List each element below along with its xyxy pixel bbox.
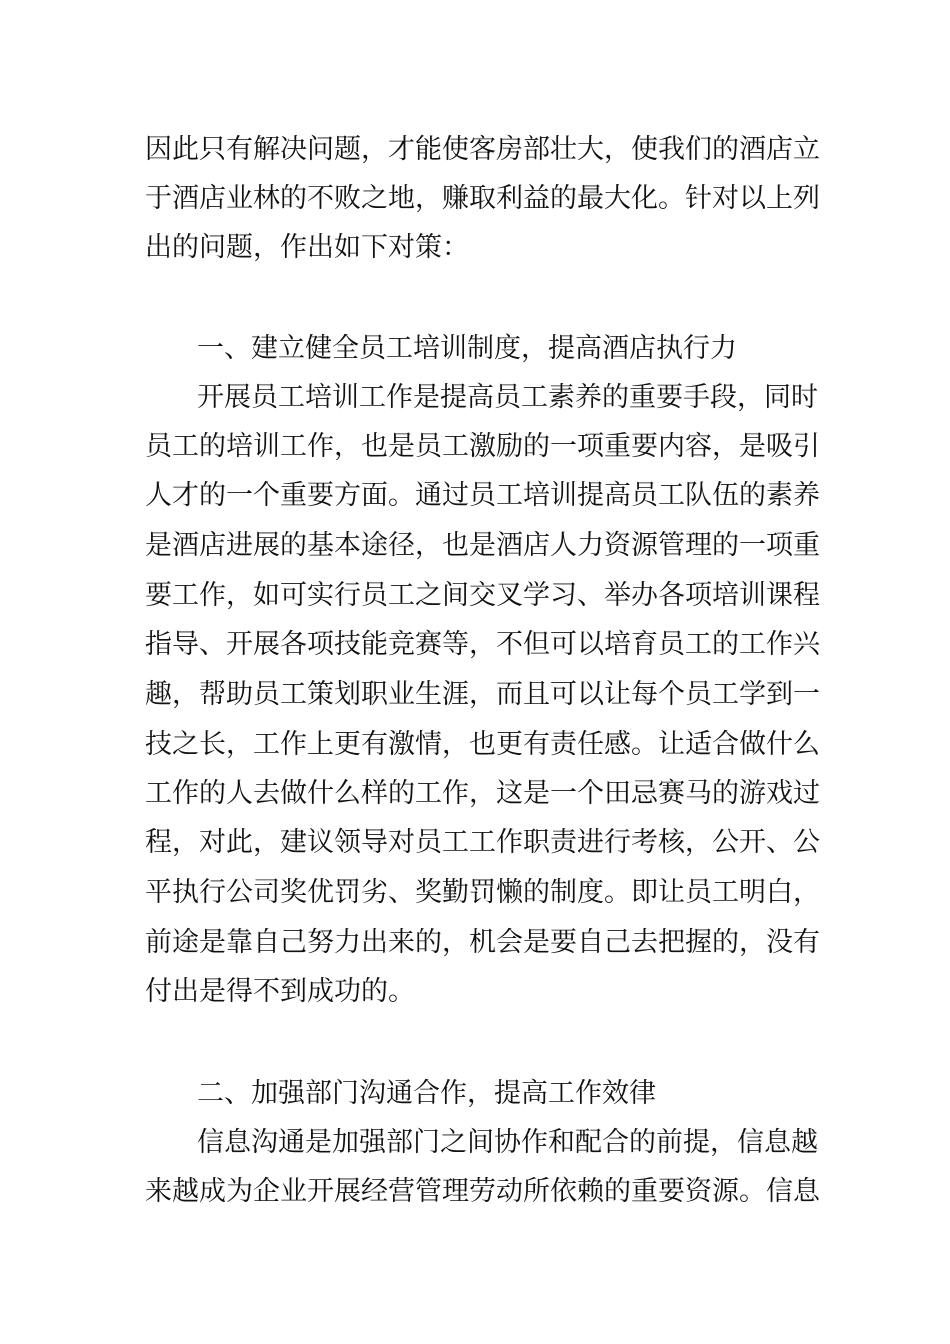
paragraph-line: 员工的培训工作，也是员工激励的一项重要内容，是吸引: [145, 431, 820, 462]
intro-line: 于酒店业林的不败之地，赚取利益的最大化。针对以上列: [145, 183, 820, 214]
paragraph-line: 趣，帮助员工策划职业生涯，而且可以让每个员工学到一: [145, 679, 820, 710]
paragraph-line: 技之长，工作上更有激情，也更有责任感。让适合做什么: [145, 729, 820, 760]
paragraph-line: 程，对此，建议领导对员工工作职责进行考核，公开、公: [145, 827, 820, 858]
section-heading: 二、加强部门沟通合作，提高工作效律: [197, 1078, 656, 1109]
paragraph-line: 开展员工培训工作是提高员工素养的重要手段，同时: [197, 382, 818, 413]
paragraph-line: 前途是靠自己努力出来的，机会是要自己去把握的，没有: [145, 927, 820, 958]
intro-line: 出的问题，作出如下对策：: [145, 232, 469, 263]
paragraph-line: 平执行公司奖优罚劣、奖勤罚懒的制度。即让员工明白，: [145, 877, 820, 908]
paragraph-line: 付出是得不到成功的。: [145, 976, 415, 1007]
paragraph-line: 是酒店进展的基本途径，也是酒店人力资源管理的一项重: [145, 530, 820, 561]
paragraph-line: 要工作，如可实行员工之间交叉学习、举办各项培训课程: [145, 580, 820, 611]
intro-line: 因此只有解决问题，才能使客房部壮大，使我们的酒店立: [145, 134, 820, 165]
section-heading: 一、建立健全员工培训制度，提高酒店执行力: [197, 333, 737, 364]
paragraph-line: 来越成为企业开展经营管理劳动所依赖的重要资源。信息: [145, 1176, 820, 1207]
paragraph-line: 人才的一个重要方面。通过员工培训提高员工队伍的素养: [145, 480, 820, 511]
paragraph-line: 信息沟通是加强部门之间协作和配合的前提，信息越: [197, 1127, 818, 1158]
paragraph-line: 工作的人去做什么样的工作，这是一个田忌赛马的游戏过: [145, 778, 820, 809]
paragraph-line: 指导、开展各项技能竞赛等，不但可以培育员工的工作兴: [145, 629, 820, 660]
